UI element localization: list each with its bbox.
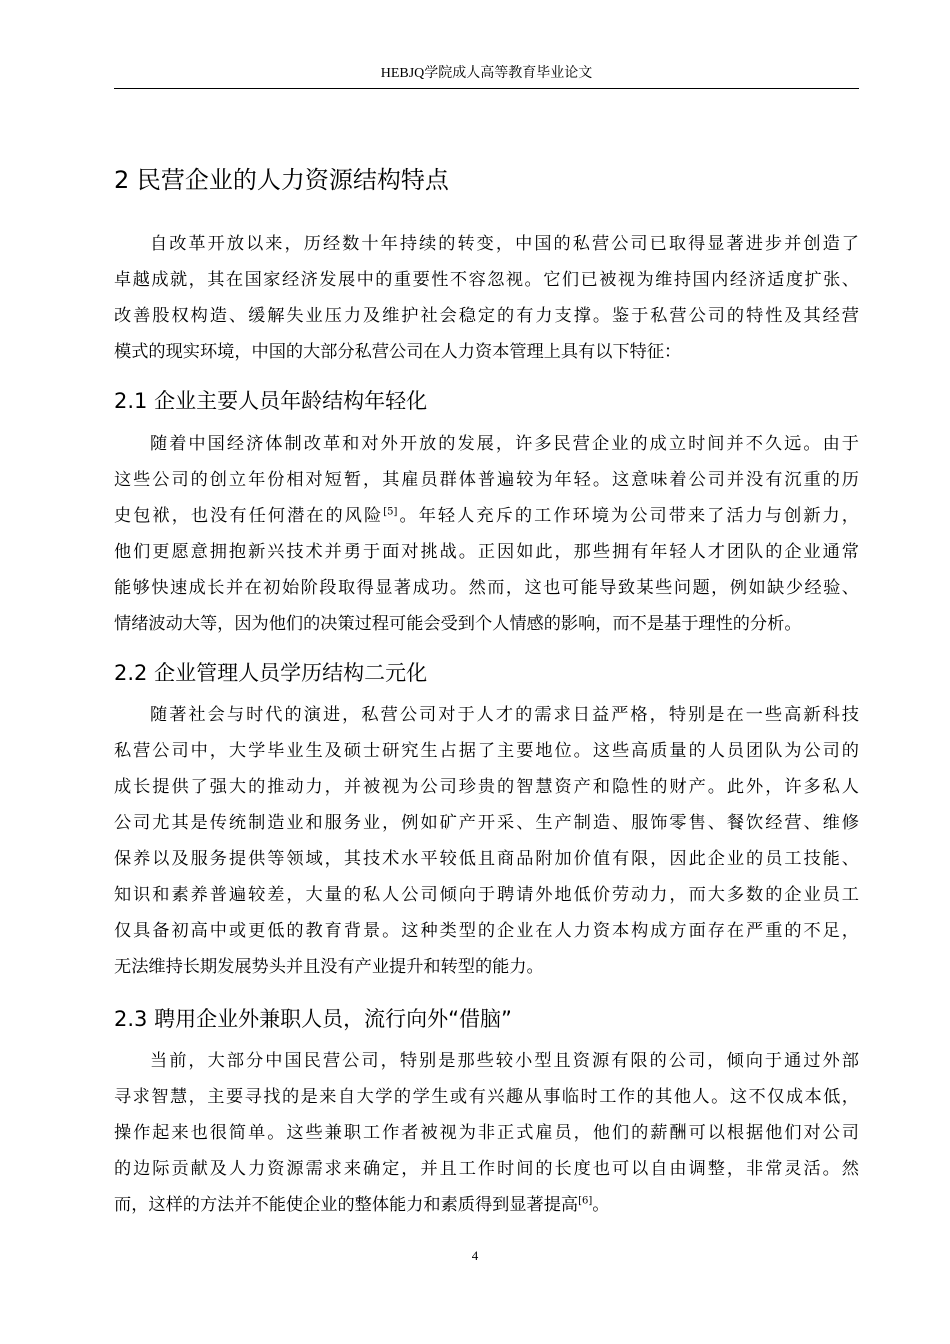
- sub2-line-2: 私营公司中，大学毕业生及硕士研究生占据了主要地位。这些高质量的人员团队为公司的: [114, 741, 859, 761]
- intro-line-1: 自改革开放以来，历经数十年持续的转变，中国的私营公司已取得显著进步并创造了: [150, 234, 859, 254]
- intro-line-2: 卓越成就，其在国家经济发展中的重要性不容忽视。它们已被视为维持国内经济适度扩张、: [114, 270, 859, 290]
- intro-line-4: 模式的现实环境，中国的大部分私营公司在人力资本管理上具有以下特征：: [114, 342, 682, 362]
- sub2-line-6: 知识和素养普遍较差，大量的私人公司倾向于聘请外地低价劳动力，而大多数的企业员工: [114, 885, 859, 905]
- subsection-2-1-paragraph: [114, 426, 859, 642]
- page-number: 4: [471, 1248, 479, 1263]
- citation-6: [6]: [578, 1195, 593, 1207]
- sub1-line-1: 随着中国经济体制改革和对外开放的发展，许多民营企业的成立时间并不久远。由于: [150, 434, 859, 454]
- sub2-line-3: 成长提供了强大的推动力，并被视为公司珍贵的智慧资产和隐性的财产。此外，许多私人: [114, 777, 859, 797]
- subsection-2-3-paragraph: [114, 1043, 859, 1223]
- section-title: 2 民营企业的人力资源结构特点: [114, 166, 449, 194]
- sub3-line-5: [114, 1187, 859, 1223]
- header-divider: [114, 88, 859, 89]
- sub3-line-3: 操作起来也很简单。这些兼职工作者被视为非正式雇员，他们的薪酬可以根据他们对公司: [114, 1123, 859, 1143]
- sub1-line-3: [114, 498, 859, 534]
- sub1-line-5: 能够快速成长并在初始阶段取得显著成功。然而，这也可能导致某些问题，例如缺少经验、: [114, 578, 859, 598]
- sub1-line-3-text-a: 史包袱，也没有任何潜在的风险: [114, 506, 384, 526]
- sub3-line-1: 当前，大部分中国民营公司，特别是那些较小型且资源有限的公司，倾向于通过外部: [150, 1051, 859, 1071]
- sub3-line-5-text-b: 。: [592, 1195, 610, 1215]
- sub1-line-4: 他们更愿意拥抱新兴技术并勇于面对挑战。正因如此，那些拥有年轻人才团队的企业通常: [114, 542, 859, 562]
- sub3-line-5-text-a: 而，这样的方法并不能使企业的整体能力和素质得到显著提高: [114, 1195, 579, 1215]
- subsection-2-2-title: 2.2 企业管理人员学历结构二元化: [114, 661, 428, 685]
- sub3-line-4: 的边际贡献及人力资源需求来确定，并且工作时间的长度也可以自由调整，非常灵活。然: [114, 1159, 859, 1179]
- intro-line-3: 改善股权构造、缓解失业压力及维护社会稳定的有力支撑。鉴于私营公司的特性及其经营: [114, 306, 859, 326]
- intro-paragraph: [114, 226, 859, 370]
- sub3-line-2: 寻求智慧，主要寻找的是来自大学的学生或有兴趣从事临时工作的其他人。这不仅成本低，: [114, 1087, 859, 1107]
- sub2-line-4: 公司尤其是传统制造业和服务业，例如矿产开采、生产制造、服饰零售、餐饮经营、维修: [114, 813, 859, 833]
- running-header: HEBJQ学院成人高等教育毕业论文: [380, 66, 593, 81]
- citation-5: [5]: [383, 506, 398, 518]
- subsection-2-1-title: 2.1 企业主要人员年龄结构年轻化: [114, 389, 428, 413]
- sub2-line-7: 仅具备初高中或更低的教育背景。这种类型的企业在人力资本构成方面存在严重的不足，: [114, 921, 859, 941]
- sub2-line-1: 随著社会与时代的演进，私营公司对于人才的需求日益严格，特别是在一些高新科技: [150, 705, 859, 725]
- sub2-line-5: 保养以及服务提供等领域，其技术水平较低且商品附加价值有限，因此企业的员工技能、: [114, 849, 859, 869]
- sub1-line-6: 情绪波动大等，因为他们的决策过程可能会受到个人情感的影响，而不是基于理性的分析。: [114, 614, 802, 634]
- sub2-line-8: 无法维持长期发展势头并且没有产业提升和转型的能力。: [114, 957, 544, 977]
- subsection-2-2-paragraph: [114, 697, 859, 985]
- subsection-2-3-title: 2.3 聘用企业外兼职人员，流行向外“借脑”: [114, 1007, 512, 1031]
- sub1-line-2: 这些公司的创立年份相对短暂，其雇员群体普遍较为年轻。这意味着公司并没有沉重的历: [114, 470, 859, 490]
- sub1-line-3-text-b: 。年轻人充斥的工作环境为公司带来了活力与创新力，: [397, 506, 859, 526]
